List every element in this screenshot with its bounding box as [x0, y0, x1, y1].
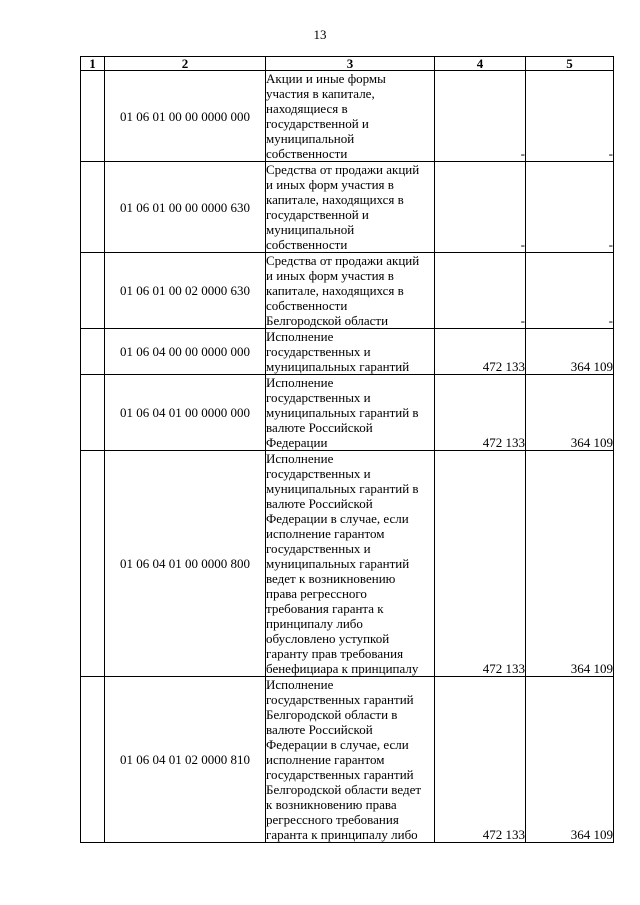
description-line: бенефициара к принципалу — [266, 661, 419, 676]
description-line: Белгородской области в — [266, 707, 398, 722]
description-line: государственных гарантий — [266, 692, 414, 707]
description-line: государственной и — [266, 207, 369, 222]
table-row — [81, 677, 614, 843]
amount-col-5: 364 109 — [526, 329, 614, 375]
amount-col-5: - — [526, 162, 614, 253]
row-col-1-empty — [81, 451, 105, 677]
description-line: муниципальных гарантий — [266, 359, 410, 374]
description-line: обусловлено уступкой — [266, 631, 390, 646]
row-col-1-empty — [81, 162, 105, 253]
description-line: собственности — [266, 237, 348, 252]
amount-col-4: 472 133 — [435, 451, 526, 677]
header-col-1: 1 — [81, 57, 105, 71]
description-line: муниципальной — [266, 222, 355, 237]
row-col-1-empty — [81, 71, 105, 162]
budget-table — [80, 56, 614, 843]
description-line: муниципальной — [266, 131, 355, 146]
description-line: Средства от продажи акций — [266, 162, 420, 177]
description-line: валюте Российской — [266, 496, 373, 511]
description-line: валюте Российской — [266, 420, 373, 435]
description-line: государственных гарантий — [266, 767, 414, 782]
description-line: Федерации в случае, если — [266, 511, 409, 526]
table-row — [81, 375, 614, 451]
budget-code: 01 06 04 01 02 0000 810 — [105, 677, 266, 843]
budget-code: 01 06 04 01 00 0000 800 — [105, 451, 266, 677]
budget-code: 01 06 04 01 00 0000 000 — [105, 375, 266, 451]
page-number: 13 — [313, 27, 327, 42]
description-line: Исполнение — [266, 375, 334, 390]
description-line: участия в капитале, — [266, 86, 375, 101]
description-line: исполнение гарантом — [266, 526, 385, 541]
description-line: и иных форм участия в — [266, 177, 394, 192]
description-line: и иных форм участия в — [266, 268, 394, 283]
description-line: государственных и — [266, 344, 371, 359]
description-line: муниципальных гарантий в — [266, 481, 419, 496]
row-col-1-empty — [81, 375, 105, 451]
header-col-5: 5 — [526, 57, 614, 71]
description-line: регрессного требования — [266, 812, 399, 827]
description-line: муниципальных гарантий в — [266, 405, 419, 420]
description-line: Федерации — [266, 435, 328, 450]
amount-col-4: - — [435, 162, 526, 253]
description-line: муниципальных гарантий — [266, 556, 410, 571]
table-row — [81, 451, 614, 677]
amount-col-5: 364 109 — [526, 451, 614, 677]
description-line: Средства от продажи акций — [266, 253, 420, 268]
table-row — [81, 162, 614, 253]
description-line: гаранту прав требования — [266, 646, 404, 661]
description-line: гаранта к принципалу либо — [266, 827, 418, 842]
description-line: собственности — [266, 146, 348, 161]
amount-col-4: 472 133 — [435, 329, 526, 375]
description-line: ведет к возникновению — [266, 571, 396, 586]
description — [266, 71, 435, 162]
description-line: Белгородской области — [266, 313, 389, 328]
amount-col-4: 472 133 — [435, 677, 526, 843]
amount-col-4: - — [435, 253, 526, 329]
header-row — [81, 57, 614, 71]
row-col-1-empty — [81, 677, 105, 843]
description — [266, 253, 435, 329]
description-line: государственных и — [266, 466, 371, 481]
row-col-1-empty — [81, 329, 105, 375]
amount-col-4: - — [435, 71, 526, 162]
header-col-2: 2 — [105, 57, 266, 71]
amount-col-5: - — [526, 71, 614, 162]
amount-col-5: 364 109 — [526, 677, 614, 843]
description-line: государственных и — [266, 390, 371, 405]
header-col-3: 3 — [266, 57, 435, 71]
description — [266, 451, 435, 677]
budget-code: 01 06 01 00 02 0000 630 — [105, 253, 266, 329]
amount-col-4: 472 133 — [435, 375, 526, 451]
description-line: исполнение гарантом — [266, 752, 385, 767]
budget-code: 01 06 01 00 00 0000 000 — [105, 71, 266, 162]
header-col-4: 4 — [435, 57, 526, 71]
table-row — [81, 329, 614, 375]
description-line: валюте Российской — [266, 722, 373, 737]
description-line: Исполнение — [266, 451, 334, 466]
description-line: Белгородской области ведет — [266, 782, 422, 797]
row-col-1-empty — [81, 253, 105, 329]
budget-code: 01 06 01 00 00 0000 630 — [105, 162, 266, 253]
description-line: капитале, находящихся в — [266, 192, 404, 207]
description-line: находящиеся в — [266, 101, 348, 116]
description-line: принципалу либо — [266, 616, 363, 631]
description-line: капитале, находящихся в — [266, 283, 404, 298]
description-line: права регрессного — [266, 586, 367, 601]
description — [266, 162, 435, 253]
description-line: Акции и иные формы — [266, 71, 386, 86]
description-line: требования гаранта к — [266, 601, 384, 616]
description-line: собственности — [266, 298, 348, 313]
table-row — [81, 253, 614, 329]
description-line: Исполнение — [266, 677, 334, 692]
description — [266, 329, 435, 375]
description — [266, 677, 435, 843]
table-row — [81, 71, 614, 162]
description-line: Федерации в случае, если — [266, 737, 409, 752]
description — [266, 375, 435, 451]
description-line: государственных и — [266, 541, 371, 556]
description-line: к возникновению права — [266, 797, 397, 812]
description-line: Исполнение — [266, 329, 334, 344]
amount-col-5: 364 109 — [526, 375, 614, 451]
budget-code: 01 06 04 00 00 0000 000 — [105, 329, 266, 375]
amount-col-5: - — [526, 253, 614, 329]
description-line: государственной и — [266, 116, 369, 131]
